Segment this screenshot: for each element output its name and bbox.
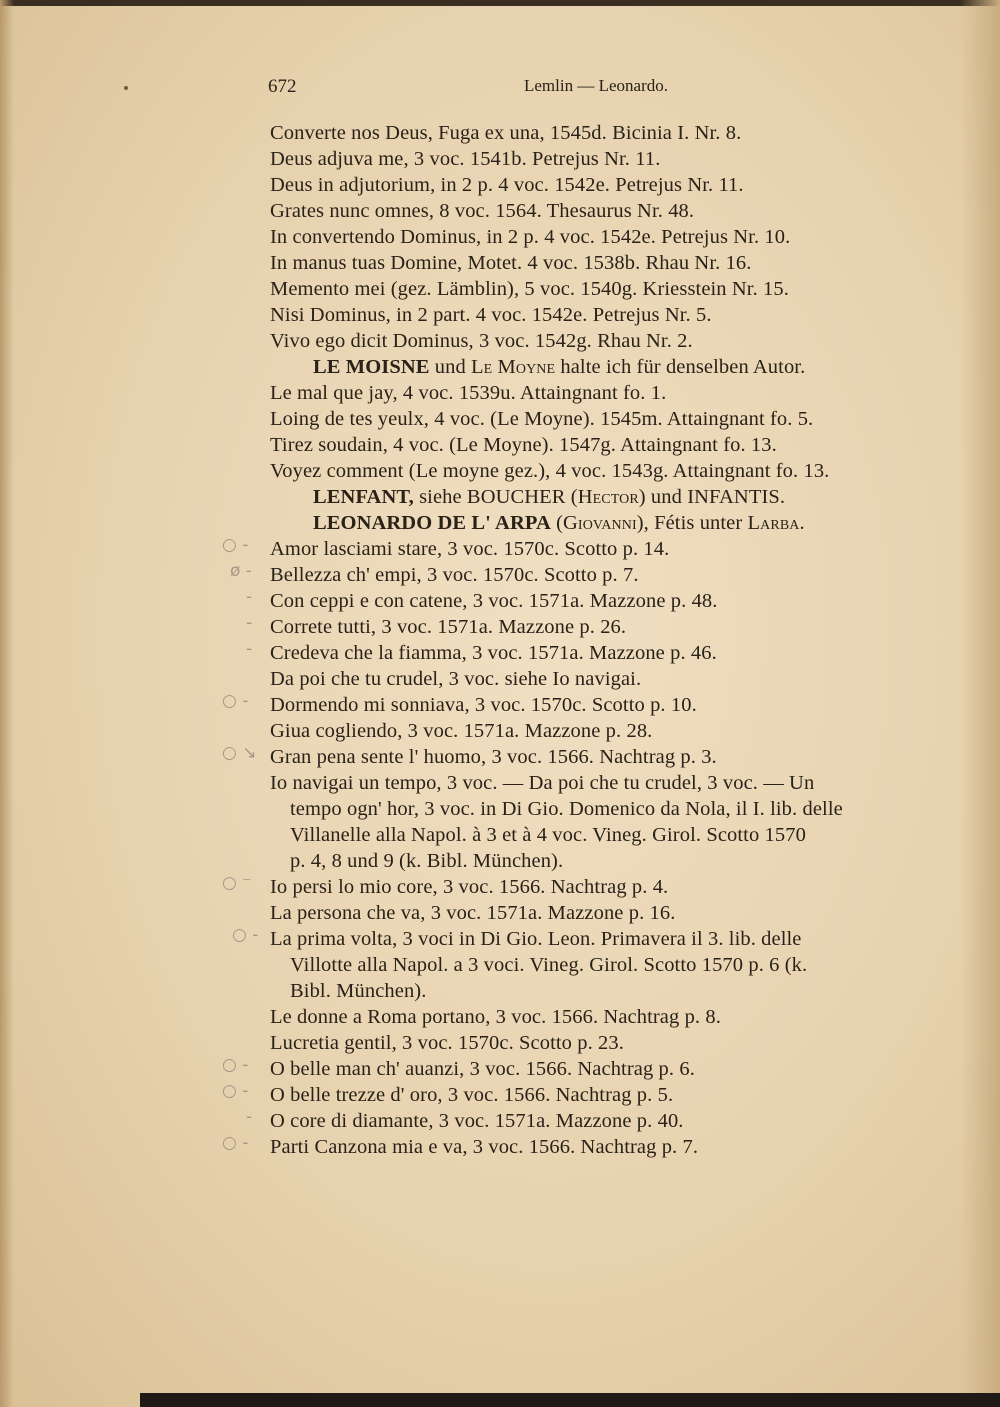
- list-item: Voyez comment (Le moyne gez.), 4 voc. 1543g. Attaingnant fo. 13.: [270, 460, 830, 482]
- list-item: Le donne a Roma portano, 3 voc. 1566. Nachtrag p. 8.: [270, 1006, 721, 1028]
- composer-name: BOUCHER (: [466, 486, 578, 508]
- scan-right-edge: [960, 0, 1000, 1407]
- list-item: Bellezza ch' empi, 3 voc. 1570c. Scotto p. 7.: [270, 564, 639, 586]
- heading-text: (: [550, 512, 564, 534]
- running-head: Lemlin — Leonardo.: [524, 76, 668, 95]
- pencil-mark: ○ -: [222, 1055, 249, 1075]
- list-item: Credeva che la fiamma, 3 voc. 1571a. Mazzone p. 46.: [270, 642, 717, 664]
- heading-text: ) und: [638, 486, 688, 508]
- list-item: Gran pena sente l' huomo, 3 voc. 1566. Nachtrag p. 3.: [270, 746, 717, 768]
- pencil-mark: ○ ⁻: [222, 873, 252, 893]
- list-item: Amor lasciami stare, 3 voc. 1570c. Scotto p. 14.: [270, 538, 670, 560]
- pencil-mark: -: [246, 1107, 253, 1127]
- list-item: Dormendo mi sonniava, 3 voc. 1570c. Scotto p. 10.: [270, 694, 697, 716]
- pencil-mark: ○ -: [222, 691, 249, 711]
- list-item: Memento mei (gez. Lämblin), 5 voc. 1540g. Kriesstein Nr. 15.: [270, 278, 789, 300]
- pencil-mark: ○ -: [232, 925, 259, 945]
- list-item: Io navigai un tempo, 3 voc. — Da poi che tu crudel, 3 voc. — Un: [270, 772, 815, 794]
- pencil-mark: -: [246, 587, 253, 607]
- composer-heading-le-moisne: [313, 354, 805, 380]
- heading-text: ), Fétis unter: [636, 512, 748, 534]
- composer-heading-lenfant: [313, 484, 785, 510]
- composer-firstname: Hector: [577, 486, 639, 508]
- pencil-mark: -: [246, 613, 253, 633]
- list-item: Con ceppi e con catene, 3 voc. 1571a. Mazzone p. 48.: [270, 590, 718, 612]
- list-item: Da poi che tu crudel, 3 voc. siehe Io navigai.: [270, 668, 642, 690]
- composer-name: Le Moyne: [471, 356, 556, 378]
- pencil-mark: ○ -: [222, 535, 249, 555]
- list-item: Le mal que jay, 4 voc. 1539u. Attaingnant fo. 1.: [270, 382, 667, 404]
- list-item: Deus adjuva me, 3 voc. 1541b. Petrejus Nr. 11.: [270, 148, 661, 170]
- composer-name: LE MOISNE: [313, 356, 430, 378]
- list-item-continuation: Bibl. München).: [290, 980, 427, 1002]
- margin-dot: [124, 86, 128, 90]
- list-item: In manus tuas Domine, Motet. 4 voc. 1538b. Rhau Nr. 16.: [270, 252, 752, 274]
- list-item: Nisi Dominus, in 2 part. 4 voc. 1542e. Petrejus Nr. 5.: [270, 304, 712, 326]
- list-item: O belle man ch' auanzi, 3 voc. 1566. Nachtrag p. 6.: [270, 1058, 695, 1080]
- list-item: La persona che va, 3 voc. 1571a. Mazzone p. 16.: [270, 902, 676, 924]
- pencil-mark: ○ -: [222, 1133, 249, 1153]
- list-item: Giua cogliendo, 3 voc. 1571a. Mazzone p. 28.: [270, 720, 653, 742]
- list-item: Lucretia gentil, 3 voc. 1570c. Scotto p. 23.: [270, 1032, 624, 1054]
- list-item-continuation: tempo ogn' hor, 3 voc. in Di Gio. Domenico da Nola, il I. lib. delle: [290, 798, 843, 820]
- composer-heading-leonardo: [313, 510, 805, 536]
- list-item: Grates nunc omnes, 8 voc. 1564. Thesaurus Nr. 48.: [270, 200, 695, 222]
- heading-text: .: [799, 512, 805, 534]
- pencil-mark: -: [246, 639, 253, 659]
- list-item: Vivo ego dicit Dominus, 3 voc. 1542g. Rhau Nr. 2.: [270, 330, 693, 352]
- list-item: Converte nos Deus, Fuga ex una, 1545d. Bicinia I. Nr. 8.: [270, 122, 742, 144]
- composer-name: INFANTIS.: [687, 486, 786, 508]
- pencil-mark: ○ -: [222, 1081, 249, 1101]
- list-item: Deus in adjutorium, in 2 p. 4 voc. 1542e. Petrejus Nr. 11.: [270, 174, 744, 196]
- scan-bottom-edge: [140, 1393, 1000, 1407]
- list-item-continuation: Villotte alla Napol. a 3 voci. Vineg. Girol. Scotto 1570 p. 6 (k.: [290, 954, 808, 976]
- pencil-mark: ø -: [230, 561, 252, 581]
- composer-firstname: Giovanni: [563, 512, 637, 534]
- pencil-mark: ○ ↘: [222, 743, 257, 763]
- list-item: O belle trezze d' oro, 3 voc. 1566. Nachtrag p. 5.: [270, 1084, 674, 1106]
- list-item-continuation: p. 4, 8 und 9 (k. Bibl. München).: [290, 850, 564, 872]
- composer-name: LENFANT,: [313, 486, 414, 508]
- list-item: In convertendo Dominus, in 2 p. 4 voc. 1542e. Petrejus Nr. 10.: [270, 226, 791, 248]
- scan-top-edge: [0, 0, 1000, 6]
- list-item: Loing de tes yeulx, 4 voc. (Le Moyne). 1545m. Attaingnant fo. 5.: [270, 408, 814, 430]
- heading-text: siehe: [413, 486, 467, 508]
- list-item: Parti Canzona mia e va, 3 voc. 1566. Nachtrag p. 7.: [270, 1136, 699, 1158]
- list-item-continuation: Villanelle alla Napol. à 3 et à 4 voc. Vineg. Girol. Scotto 1570: [290, 824, 806, 846]
- composer-name: Larba: [747, 512, 800, 534]
- heading-text: halte ich für denselben Autor.: [555, 356, 806, 378]
- composer-name: LEONARDO DE L' ARPA: [313, 512, 551, 534]
- list-item: Io persi lo mio core, 3 voc. 1566. Nachtrag p. 4.: [270, 876, 669, 898]
- list-item: O core di diamante, 3 voc. 1571a. Mazzone p. 40.: [270, 1110, 684, 1132]
- list-item: Tirez soudain, 4 voc. (Le Moyne). 1547g. Attaingnant fo. 13.: [270, 434, 777, 456]
- page-number: 672: [268, 76, 297, 97]
- heading-text: und: [429, 356, 472, 378]
- page-header: [268, 76, 908, 102]
- list-item: Correte tutti, 3 voc. 1571a. Mazzone p. 26.: [270, 616, 627, 638]
- list-item: La prima volta, 3 voci in Di Gio. Leon. Primavera il 3. lib. delle: [270, 928, 802, 950]
- scan-left-edge: [0, 0, 14, 1407]
